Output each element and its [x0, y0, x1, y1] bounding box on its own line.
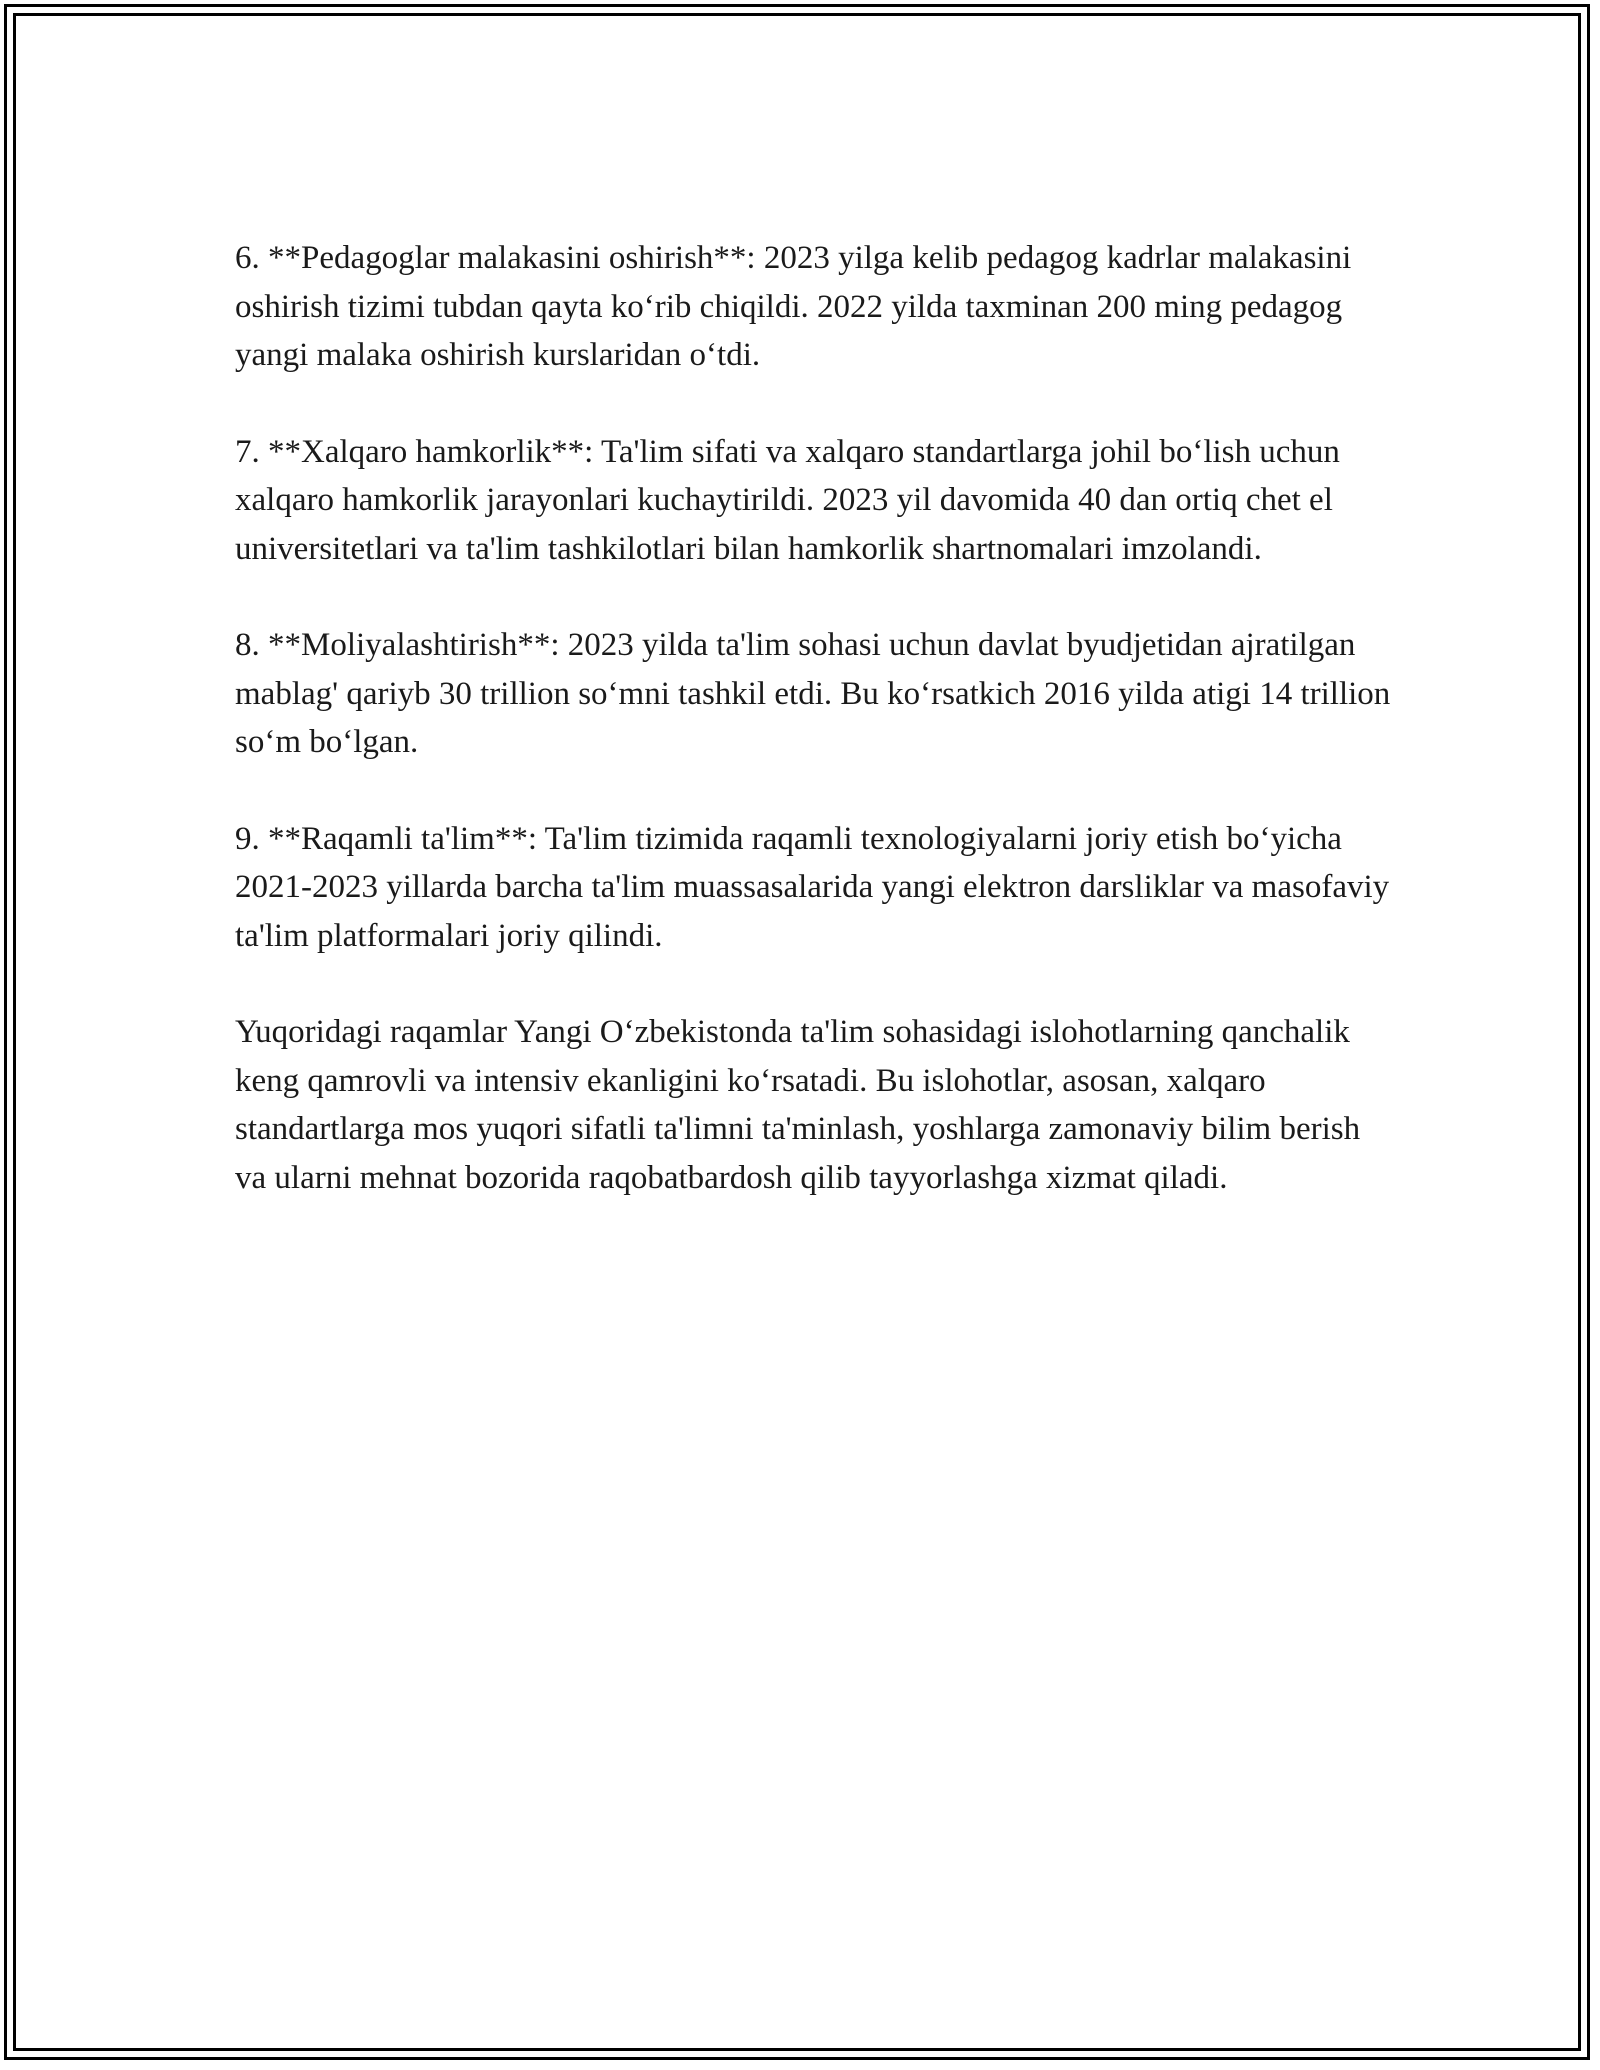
paragraph-financing: 8. **Moliyalashtirish**: 2023 yilda ta'lim sohasi uchun davlat byudjetidan ajratilgan mablag' qariyb 30 trillion so‘mni tashkil etdi. Bu ko‘rsatkich 2016 yilda atigi 14 trillion so‘m bo‘lgan. — [235, 627, 1391, 760]
paragraph-digital-education: 9. **Raqamli ta'lim**: Ta'lim tizimida raqamli texnologiyalarni joriy etish bo‘yicha 2021-2023 yillarda barcha ta'lim muassasalarida yangi elektron darsliklar va masofaviy ta'lim platformalari joriy qilindi. — [235, 820, 1390, 954]
paragraph-conclusion: Yuqoridagi raqamlar Yangi O‘zbekistonda ta'lim sohasidagi islohotlarning qanchalik keng qamrovli va intensiv ekanligini ko‘rsatadi. Bu islohotlar, asosan, xalqaro standartlarga mos yuqori sifatli ta'limni ta'minlash, yoshlarga zamonaviy bilim berish va ularni mehnat bozorida raqobatbardosh qilib tayyorlashga xizmat qiladi. — [235, 1014, 1361, 1196]
document-body — [235, 234, 1395, 1250]
paragraph-pedagogues: 6. **Pedagoglar malakasini oshirish**: 2023 yilga kelib pedagog kadrlar malakasini oshirish tizimi tubdan qayta ko‘rib chiqildi. 2022 yilda taxminan 200 ming pedagog yangi malaka oshirish kurslaridan o‘tdi. — [235, 240, 1352, 373]
paragraph-international-cooperation: 7. **Xalqaro hamkorlik**: Ta'lim sifati va xalqaro standartlarga johil bo‘lish uchun xalqaro hamkorlik jarayonlari kuchaytirildi. 2023 yil davomida 40 dan ortiq chet el universitetlari va ta'lim tashkilotlari bilan hamkorlik shartnomalari imzolandi. — [235, 433, 1340, 567]
